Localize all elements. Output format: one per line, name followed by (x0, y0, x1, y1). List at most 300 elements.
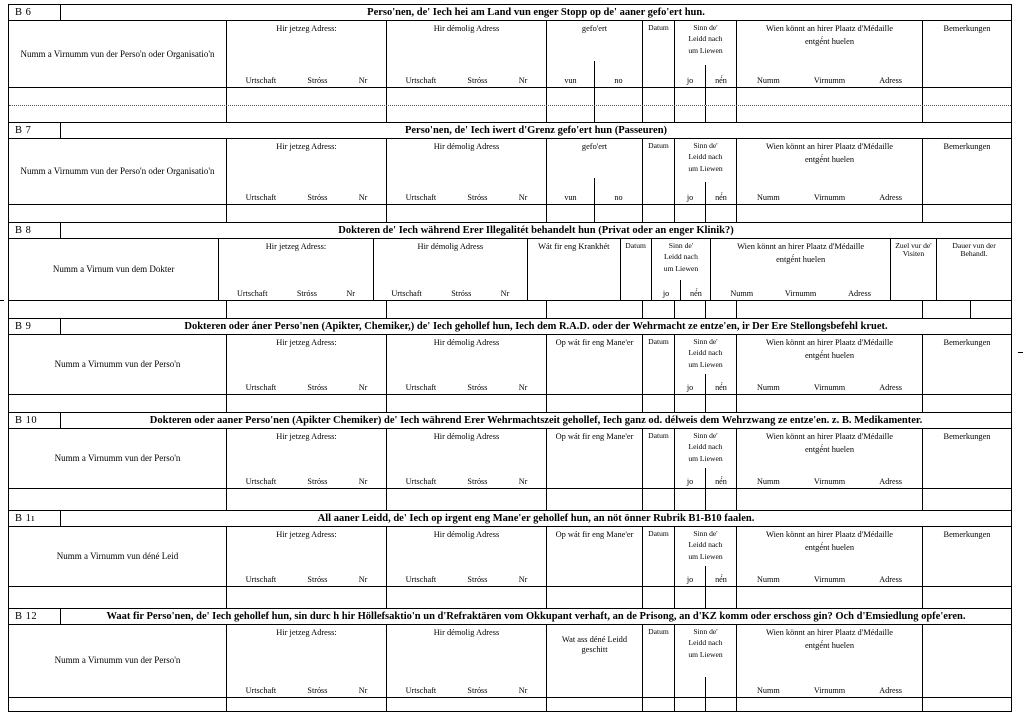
cell-alive-nen[interactable] (706, 587, 737, 608)
cell-medal[interactable] (737, 106, 923, 122)
section-code: B 8 (9, 223, 61, 238)
cell-address-old[interactable] (387, 205, 547, 222)
col-medal-proxy (737, 21, 923, 87)
sub-adress: Adress (879, 193, 902, 202)
col-medal-line1: Wien könnt an hirer Plaatz d'Médaille (766, 432, 893, 441)
cell-remarks[interactable] (923, 88, 1011, 105)
cell-address-old[interactable] (387, 489, 547, 510)
col-address-now-subs (227, 686, 386, 697)
section-header (9, 511, 1011, 527)
cell-alive-jo[interactable] (675, 301, 706, 318)
sub-stross: Stróss (467, 575, 488, 584)
col-medal-subs (711, 289, 889, 300)
sub-nr: Nr (500, 289, 510, 298)
cell-medal[interactable] (737, 489, 923, 510)
cell-address-old[interactable] (387, 301, 547, 318)
sub-nen: né́n (715, 575, 727, 584)
col-remarks-label: Bemerkungen (943, 24, 991, 33)
section-b11 (9, 511, 1011, 609)
scan-mark-left (0, 300, 4, 301)
col-address-old-subs (387, 383, 546, 394)
cell-alive-nen[interactable] (706, 395, 737, 412)
sub-nen (706, 677, 736, 697)
col-alive-split (675, 374, 736, 394)
col-address-now-label: Hir jetzeg Adress: (276, 142, 337, 151)
cell-what-happened[interactable] (547, 698, 643, 712)
col-alive-line1: Sinn de' (693, 337, 718, 346)
column-headers (9, 139, 1011, 204)
col-address-old-label: Hir démolig Adress (433, 530, 500, 539)
sub-jo (675, 677, 706, 697)
col-medal-subs (737, 575, 922, 586)
col-gefoert (547, 21, 643, 87)
col-alive-line1: Sinn de' (693, 141, 718, 150)
sub-nr: Nr (518, 575, 528, 584)
section-header (9, 319, 1011, 335)
cell-name[interactable] (9, 489, 227, 510)
col-address-old (387, 625, 547, 697)
section-code: B 10 (9, 413, 61, 428)
col-alive (675, 139, 737, 204)
col-alive (675, 335, 737, 394)
cell-gefoert-vun[interactable] (547, 88, 595, 105)
section-b10 (9, 413, 1011, 511)
col-name (9, 527, 227, 586)
cell-name[interactable] (9, 301, 227, 318)
col-alive (675, 21, 737, 87)
col-datum-label: Datum (648, 431, 669, 440)
section-b6 (9, 5, 1011, 123)
section-title: Perso'nen, de' Iech iwert d'Grenz gefo'ert hun (Passeuren) (404, 125, 668, 136)
col-medal-proxy (711, 239, 890, 300)
col-datum (643, 625, 675, 697)
sub-urtschaft: Urtschaft (245, 477, 277, 486)
col-alive-split (675, 566, 736, 586)
cell-alive-jo[interactable] (675, 106, 706, 122)
sub-adress: Adress (879, 575, 902, 584)
col-visit-count (891, 239, 937, 300)
col-alive-line3: um Liewen (663, 263, 699, 273)
sub-virnumm: Virnumm (813, 193, 846, 202)
cell-datum[interactable] (643, 301, 675, 318)
sub-jo: jo (675, 468, 706, 488)
cell-visit-count[interactable] (923, 301, 971, 318)
col-remarks (923, 21, 1011, 87)
col-address-now-subs (227, 575, 386, 586)
cell-datum[interactable] (643, 205, 675, 222)
sub-nr: Nr (358, 477, 368, 486)
cell-address-old[interactable] (387, 106, 547, 122)
sub-stross: Stróss (307, 575, 328, 584)
cell-address-now[interactable] (227, 698, 387, 712)
cell-remarks[interactable] (923, 587, 1011, 608)
section-code: B 12 (9, 609, 61, 624)
cell-address-old[interactable] (387, 698, 547, 712)
col-address-now (227, 139, 387, 204)
cell-manner[interactable] (547, 395, 643, 412)
col-remarks (923, 625, 1011, 697)
sub-stross: Stróss (467, 383, 488, 392)
col-alive-line3: um Liewen (688, 551, 723, 561)
col-alive-line2: Leidd nach (688, 540, 723, 550)
col-alive-line3: um Liewen (688, 359, 723, 369)
entry-rows (9, 394, 1011, 412)
section-title: Perso'nen, de' Iech hei am Land vun enger Stopp op de' aaner gefo'ert hun. (367, 7, 705, 18)
sub-vun: vun (547, 178, 595, 204)
col-address-now (227, 335, 387, 394)
col-alive-split (675, 468, 736, 488)
col-datum (621, 239, 652, 300)
col-medal-line1: Wien könnt an hirer Plaatz d'Médaille (766, 338, 893, 347)
column-headers (9, 429, 1011, 488)
col-datum-label: Datum (648, 529, 669, 538)
cell-gefoert-no[interactable] (595, 88, 643, 105)
sub-vun: vun (547, 61, 595, 87)
entry-row[interactable] (9, 300, 1011, 318)
col-address-old (387, 139, 547, 204)
cell-name[interactable] (9, 106, 227, 122)
col-alive-split (675, 65, 736, 87)
col-medal-line2: entgé́nt huelen (804, 542, 855, 552)
cell-alive-jo[interactable] (675, 88, 706, 105)
section-title: Dokteren de' Iech während Erer Illegalitét behandelt hun (Privat oder an enger Klinik?) (338, 225, 734, 236)
cell-address-now[interactable] (227, 587, 387, 608)
sub-stross: Stróss (307, 383, 328, 392)
cell-illness[interactable] (547, 301, 643, 318)
sub-nr: Nr (358, 383, 368, 392)
cell-address-now[interactable] (227, 489, 387, 510)
sub-stross: Stróss (467, 76, 488, 85)
entry-row[interactable] (9, 204, 1011, 222)
section-header (9, 223, 1011, 239)
sub-nen: né́n (690, 289, 702, 298)
sub-no: no (614, 76, 623, 85)
cell-name[interactable] (9, 205, 227, 222)
col-alive-line1: Sinn de' (693, 431, 718, 440)
entry-row[interactable] (9, 488, 1011, 510)
col-address-old-subs (387, 76, 546, 87)
column-headers (9, 21, 1011, 87)
cell-name[interactable] (9, 395, 227, 412)
section-b7 (9, 123, 1011, 223)
cell-address-old[interactable] (387, 395, 547, 412)
col-what-happened-label: Wat ass déné Leidd geschitt (561, 635, 628, 654)
column-headers (9, 527, 1011, 586)
cell-remarks[interactable] (923, 698, 1011, 712)
sub-urtschaft: Urtschaft (405, 685, 437, 695)
col-name (9, 625, 227, 697)
entry-row[interactable] (9, 105, 1011, 122)
cell-medal[interactable] (737, 587, 923, 608)
col-alive (675, 429, 737, 488)
cell-name[interactable] (9, 698, 227, 712)
sub-nr: Nr (358, 685, 368, 695)
cell-gefoert-vun[interactable] (547, 106, 595, 122)
col-medal-proxy (737, 335, 923, 394)
col-medal-line2: entgé́nt huelen (804, 154, 855, 164)
col-address-now-label: Hir jetzeg Adress: (276, 530, 337, 539)
section-b8 (9, 223, 1011, 319)
section-title: Dokteren oder áner Perso'nen (Apikter, Chemiker,) de' Iech gehollef hun, Iech dem R.A.D. oder der Wehrmacht ze entze'en, ir Der Ere Stellongsbefehl kruet. (184, 321, 888, 332)
cell-alive-jo[interactable] (675, 205, 706, 222)
col-address-now-subs (227, 193, 386, 204)
sub-urtschaft: Urtschaft (391, 289, 422, 298)
col-name-label: Numm a Virnum vun dem Dokter (52, 264, 175, 275)
col-name-label: Numm a Virnumm vun der Perso'n oder Organisatio'n (20, 166, 215, 177)
col-name-label: Numm a Virnumm vun déné Leid (56, 551, 179, 562)
col-remarks-label: Bemerkungen (943, 338, 991, 347)
sub-numm: Numm (757, 193, 780, 202)
col-name (9, 335, 227, 394)
col-address-old-subs (374, 289, 527, 300)
cell-treatment-duration[interactable] (971, 301, 1011, 318)
cell-medal[interactable] (737, 88, 923, 105)
section-b12 (9, 609, 1011, 711)
col-datum (643, 429, 675, 488)
cell-address-now[interactable] (227, 88, 387, 105)
col-address-now (227, 429, 387, 488)
sub-jo: jo (675, 182, 706, 204)
sub-nen: né́n (715, 383, 727, 392)
sub-numm: Numm (757, 477, 780, 486)
cell-address-old[interactable] (387, 88, 547, 105)
cell-datum[interactable] (643, 395, 675, 412)
cell-alive-jo[interactable] (675, 489, 706, 510)
cell-name[interactable] (9, 587, 227, 608)
entry-rows (9, 87, 1011, 122)
sub-virnumm: Virnumm (813, 685, 846, 695)
col-address-old-label: Hir démolig Adress (417, 242, 484, 251)
cell-datum[interactable] (643, 489, 675, 510)
sub-numm: Numm (757, 383, 780, 392)
col-address-now-subs (227, 76, 386, 87)
cell-address-now[interactable] (227, 205, 387, 222)
col-medal-subs (737, 76, 922, 87)
col-datum-label: Datum (625, 241, 646, 250)
column-headers (9, 625, 1011, 697)
sub-numm: Numm (757, 76, 780, 85)
cell-datum[interactable] (643, 587, 675, 608)
sub-urtschaft: Urtschaft (405, 383, 437, 392)
sub-nen: né́n (715, 193, 727, 202)
sub-stross: Stróss (307, 76, 328, 85)
col-alive (675, 527, 737, 586)
cell-address-old[interactable] (387, 587, 547, 608)
sub-stross: Stróss (296, 289, 317, 298)
col-remarks (923, 429, 1011, 488)
sub-no: no (614, 193, 623, 202)
col-manner (547, 527, 643, 586)
col-medal-line2: entgé́nt huelen (776, 254, 826, 264)
col-address-now-label: Hir jetzeg Adress: (276, 338, 337, 347)
col-alive-line2: Leidd nach (688, 34, 723, 44)
col-medal-line1: Wien könnt an hirer Plaatz d'Médaille (766, 530, 893, 539)
cell-alive-nen[interactable] (706, 301, 737, 318)
sub-nr: Nr (346, 289, 355, 298)
sub-virnumm: Virnumm (813, 383, 846, 392)
cell-medal[interactable] (737, 301, 923, 318)
col-medal-subs (737, 383, 922, 394)
cell-alive-jo[interactable] (675, 698, 706, 712)
col-address-now-label: Hir jetzeg Adress: (276, 432, 337, 441)
column-headers (9, 335, 1011, 394)
col-name-label: Numm a Virnumm vun der Perso'n (54, 359, 181, 370)
col-address-old-subs (387, 477, 546, 488)
scan-mark-right (1018, 352, 1023, 353)
cell-remarks[interactable] (923, 395, 1011, 412)
sub-urtschaft: Urtschaft (245, 575, 277, 584)
col-medal-subs (737, 477, 922, 488)
entry-row[interactable] (9, 586, 1011, 608)
cell-alive-nen[interactable] (706, 205, 737, 222)
col-address-now-label: Hir jetzeg Adress: (276, 24, 337, 33)
section-code: B 6 (9, 5, 61, 20)
col-medal-line1: Wien könnt an hirer Plaatz d'Médaille (766, 24, 893, 33)
cell-medal[interactable] (737, 205, 923, 222)
col-address-old (374, 239, 528, 300)
column-headers (9, 239, 1011, 300)
cell-address-now[interactable] (227, 395, 387, 412)
col-address-old-label: Hir démolig Adress (433, 24, 500, 33)
cell-gefoert-vun[interactable] (547, 205, 595, 222)
sub-adress: Adress (879, 685, 902, 695)
col-datum-label: Datum (648, 23, 669, 32)
col-alive-split (675, 677, 736, 697)
sub-nen: né́n (715, 76, 727, 85)
cell-datum[interactable] (643, 106, 675, 122)
section-header (9, 5, 1011, 21)
cell-alive-jo[interactable] (675, 395, 706, 412)
col-name (9, 21, 227, 87)
section-b9 (9, 319, 1011, 413)
col-alive-split (652, 280, 711, 300)
cell-remarks[interactable] (923, 489, 1011, 510)
section-header (9, 413, 1011, 429)
col-manner (547, 335, 643, 394)
col-address-old-label: Hir démolig Adress (433, 432, 500, 441)
sub-nr: Nr (518, 193, 528, 202)
sub-stross: Stróss (307, 685, 328, 695)
sub-urtschaft: Urtschaft (405, 193, 437, 202)
sub-adress: Adress (848, 289, 871, 298)
sub-urtschaft: Urtschaft (405, 477, 437, 486)
col-remarks (923, 527, 1011, 586)
sub-jo: jo (675, 65, 706, 87)
sub-stross: Stróss (451, 289, 472, 298)
entry-row[interactable] (9, 87, 1011, 105)
sub-urtschaft: Urtschaft (405, 76, 437, 85)
col-address-old-label: Hir démolig Adress (433, 628, 500, 637)
col-alive (652, 239, 712, 300)
section-code: B 1ı (9, 511, 61, 526)
sub-adress: Adress (879, 477, 902, 486)
col-medal-subs (737, 193, 922, 204)
section-title: Waat fir Perso'nen, de' Iech gehollef hun, sin durc h hir Höllefsaktio'n un d'Refraktären vom Okkupant verhaft, an de Prisong, an d'KZ komm oder erschoss gin? Och d'Emsiedlung opfe'eren. (106, 611, 966, 622)
col-alive-line1: Sinn de' (693, 627, 718, 636)
col-medal-subs (737, 686, 922, 697)
cell-address-now[interactable] (227, 301, 387, 318)
col-alive-line2: Leidd nach (688, 348, 723, 358)
cell-remarks[interactable] (923, 205, 1011, 222)
entry-row[interactable] (9, 697, 1011, 712)
col-address-old-label: Hir démolig Adress (433, 338, 500, 347)
cell-manner[interactable] (547, 489, 643, 510)
col-datum (643, 335, 675, 394)
col-what-happened (547, 625, 643, 697)
cell-medal[interactable] (737, 395, 923, 412)
cell-alive-nen[interactable] (706, 88, 737, 105)
col-remarks-label (923, 625, 1011, 628)
col-manner-label: Op wát fir eng Mane'er (555, 338, 634, 347)
col-treatment-duration (937, 239, 1011, 300)
entry-rows (9, 586, 1011, 608)
cell-alive-jo[interactable] (675, 587, 706, 608)
col-illness (528, 239, 621, 300)
cell-manner[interactable] (547, 587, 643, 608)
col-medal-proxy (737, 139, 923, 204)
col-treatment-duration-label: Dauer vun der Behandl. (952, 241, 996, 259)
sub-jo: jo (675, 374, 706, 394)
col-medal-line1: Wien könnt an hirer Plaatz d'Médaille (737, 242, 865, 251)
sub-numm: Numm (757, 575, 780, 584)
col-address-now (227, 527, 387, 586)
cell-remarks[interactable] (923, 106, 1011, 122)
col-address-now-subs (219, 289, 372, 300)
cell-alive-nen[interactable] (706, 489, 737, 510)
col-name-label: Numm a Virnumm vun der Perso'n (54, 453, 181, 464)
col-alive-line3: um Liewen (688, 649, 723, 659)
cell-address-now[interactable] (227, 106, 387, 122)
cell-name[interactable] (9, 88, 227, 105)
sub-virnumm: Virnumm (813, 477, 846, 486)
form-sheet (8, 4, 1012, 712)
sub-adress: Adress (879, 383, 902, 392)
col-address-old-subs (387, 686, 546, 697)
sub-numm: Numm (757, 685, 780, 695)
col-alive-line1: Sinn de' (668, 241, 694, 250)
entry-row[interactable] (9, 394, 1011, 412)
col-gefoert-split (547, 61, 642, 87)
sub-stross: Stróss (467, 477, 488, 486)
sub-numm: Numm (730, 289, 754, 298)
col-address-old (387, 21, 547, 87)
col-address-old (387, 335, 547, 394)
section-header (9, 123, 1011, 139)
entry-rows (9, 697, 1011, 712)
col-name (9, 429, 227, 488)
cell-alive-nen[interactable] (706, 106, 737, 122)
col-alive-line1: Sinn de' (693, 529, 718, 538)
col-datum-label: Datum (648, 141, 669, 150)
col-address-now-label: Hir jetzeg Adress: (276, 628, 337, 637)
cell-gefoert-no[interactable] (595, 205, 643, 222)
cell-datum[interactable] (643, 88, 675, 105)
sub-nr: Nr (518, 383, 528, 392)
col-visit-count-label: Zuel vur de' Visiten (895, 241, 932, 259)
cell-gefoert-no[interactable] (595, 106, 643, 122)
col-name (9, 139, 227, 204)
col-address-now-subs (227, 383, 386, 394)
section-code: B 9 (9, 319, 61, 334)
cell-alive-nen[interactable] (706, 698, 737, 712)
cell-datum[interactable] (643, 698, 675, 712)
col-datum-label: Datum (648, 627, 669, 636)
col-alive-line3: um Liewen (688, 163, 723, 173)
col-name (9, 239, 219, 300)
col-name-label: Numm a Virnumm vun der Perso'n oder Organisatio'n (20, 48, 215, 59)
cell-medal[interactable] (737, 698, 923, 712)
col-address-old-label: Hir démolig Adress (433, 142, 500, 151)
